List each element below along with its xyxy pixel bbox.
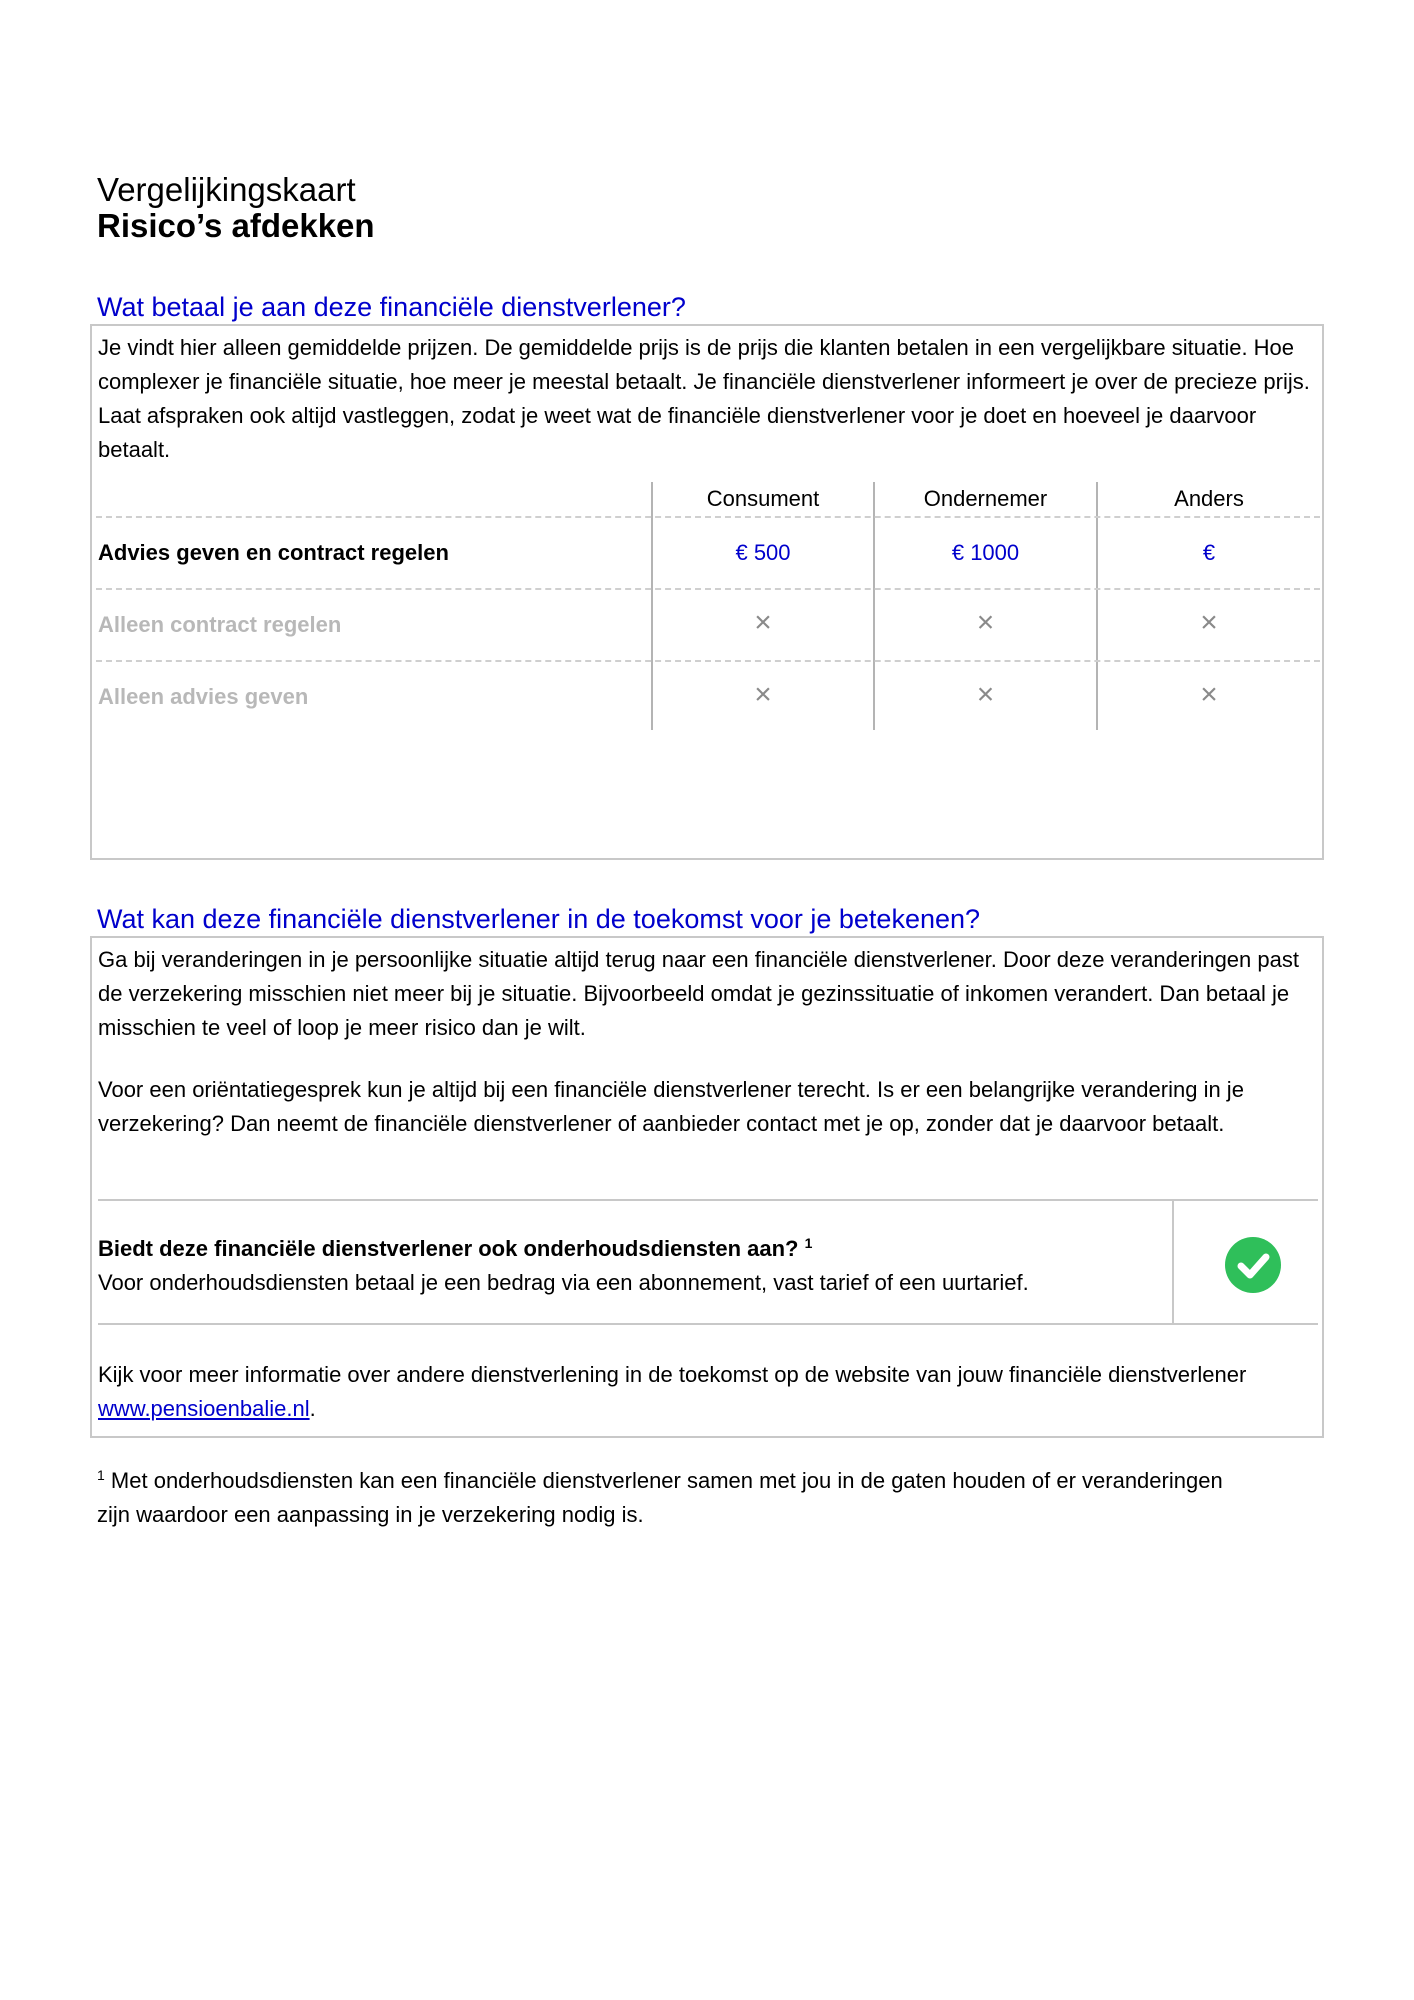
cross-icon: × [976, 606, 995, 639]
maintenance-text: Voor onderhoudsdiensten betaal je een bedrag via een abonnement, vast tarief of een uurtarief. [98, 1270, 1029, 1295]
future-para2: Voor een oriëntatiegesprek kun je altijd bij een financiële dienstverlener terecht. Is er een belangrijke verandering in je verzekering? Dan neemt de financiële dienstverlener of aanbieder contact met je op, zonder dat je daarvoor betaalt. [98, 1077, 1244, 1136]
check-circle-icon [1225, 1237, 1281, 1293]
maintenance-question: Biedt deze financiële dienstverlener ook onderhoudsdiensten aan? [98, 1236, 799, 1261]
table-header-row [96, 482, 1320, 518]
footnote-number: 1 [97, 1467, 105, 1483]
table-row [96, 662, 1320, 730]
future-para1: Ga bij veranderingen in je persoonlijke situatie altijd terug naar een financiële dienstverlener. Door deze veranderingen past de verzekering misschien niet meer bij je situatie. Bijvoorbeeld omdat je gezinssituatie of inkomen verandert. Dan betaal je misschien te veel of loop je meer risico dan je wilt. [98, 947, 1299, 1040]
cross-icon: × [754, 678, 772, 711]
cross-icon: × [976, 678, 995, 711]
column-header-consument: Consument [706, 486, 820, 511]
cross-icon: × [754, 606, 772, 639]
table-row [96, 518, 1320, 590]
check-icon [1225, 1237, 1281, 1293]
row-label: Alleen advies geven [98, 684, 309, 709]
column-divider [1172, 1201, 1174, 1323]
more-info-text [92, 1358, 1314, 1426]
future-box [90, 936, 1324, 1438]
footnote-ref: 1 [804, 1235, 813, 1251]
section-heading-future: Wat kan deze financiële dienstverlener in de toekomst voor je betekenen? [97, 904, 981, 934]
more-info-suffix: . [309, 1396, 316, 1421]
footnote [97, 1464, 1247, 1532]
maintenance-row [98, 1199, 1318, 1325]
price-anders: € [1202, 540, 1216, 565]
price-ondernemer: € 1000 [951, 540, 1020, 565]
column-header-anders: Anders [1174, 486, 1244, 511]
title-line2: Risico’s afdekken [97, 207, 375, 244]
cross-icon: × [1200, 678, 1218, 711]
title-line1: Vergelijkingskaart [97, 171, 356, 208]
price-consument: € 500 [735, 540, 791, 565]
pricing-intro: Je vindt hier alleen gemiddelde prijzen. De gemiddelde prijs is de prijs die klanten betalen in een vergelijkbare situatie. Hoe complexer je financiële situatie, hoe meer je meestal betaalt. Je financiële dienstverlener informeert je over de precieze prijs. Laat afspraken ook altijd vastleggen, zodat je weet wat de financiële dienstverlener voor je doet en hoeveel je daarvoor betaalt. [98, 335, 1310, 462]
row-label: Advies geven en contract regelen [98, 540, 449, 565]
website-link[interactable]: www.pensioenbalie.nl [98, 1396, 310, 1421]
more-info-prefix: Kijk voor meer informatie over andere dienstverlening in de toekomst op de website van jouw financiële dienstverlener [98, 1362, 1247, 1387]
table-row [96, 590, 1320, 662]
pricing-box [90, 324, 1324, 860]
cross-icon: × [1200, 606, 1218, 639]
section-heading-pricing: Wat betaal je aan deze financiële dienstverlener? [97, 292, 686, 322]
maintenance-text-block [98, 1232, 1158, 1300]
footnote-text: Met onderhoudsdiensten kan een financiële dienstverlener samen met jou in de gaten houden of er veranderingen zijn waardoor een aanpassing in je verzekering nodig is. [97, 1468, 1223, 1527]
page-title [97, 172, 375, 244]
column-header-ondernemer: Ondernemer [923, 486, 1048, 511]
row-label: Alleen contract regelen [98, 612, 342, 637]
